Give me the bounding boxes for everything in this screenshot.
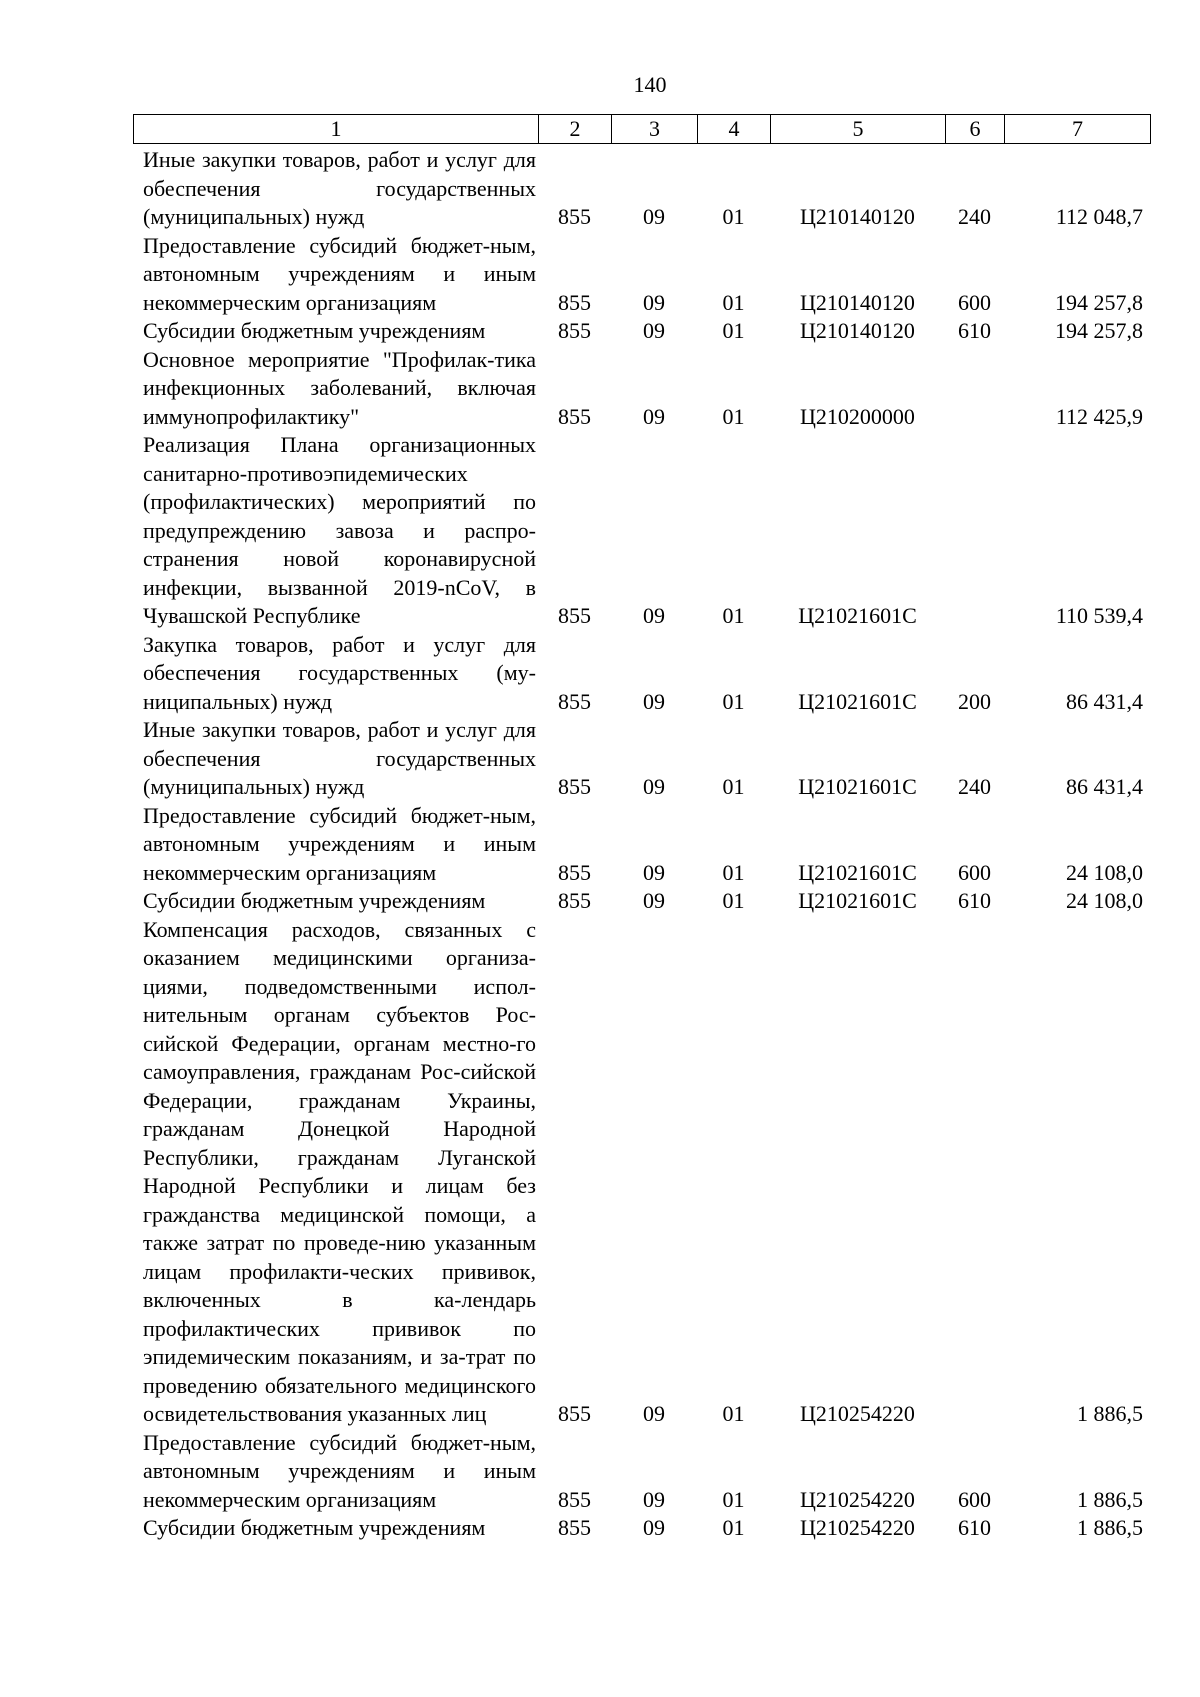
row-col-5: Ц210254220	[800, 1515, 915, 1540]
row-col-3: 09	[643, 859, 665, 885]
row-col-4: 01	[722, 603, 745, 628]
row-col-7: 110 539,4	[1055, 603, 1143, 628]
row-name: Предоставление субсидий бюджет-ным, автономным учреждениям и иным некоммерческим организациям	[143, 802, 536, 885]
row-name: Субсидии бюджетным учреждениям	[143, 1515, 486, 1540]
row-col-2: 855	[558, 289, 591, 315]
row-col-7: 86 431,4	[1066, 774, 1143, 799]
column-header-3: 3	[612, 115, 698, 144]
row-col-3: 09	[643, 204, 665, 229]
row-name: Иные закупки товаров, работ и услуг для обеспечения государственных (муниципальных) нужд	[143, 717, 536, 799]
row-col-2: 855	[558, 774, 591, 799]
row-col-2: 855	[558, 1515, 591, 1540]
row-col-4: 01	[722, 318, 745, 343]
row-col-2: 855	[558, 204, 591, 229]
row-col-6: 610	[958, 318, 991, 343]
row-col-4: 01	[722, 1401, 745, 1426]
row-col-4: 01	[722, 1486, 745, 1512]
table-row	[133, 887, 1150, 916]
row-col-6: 240	[958, 204, 991, 229]
table-row	[133, 431, 1150, 631]
row-col-3: 09	[643, 774, 665, 799]
row-col-2: 855	[558, 859, 591, 885]
row-col-2: 855	[558, 403, 591, 429]
row-col-7: 24 108,0	[1066, 859, 1143, 885]
row-col-4: 01	[722, 204, 745, 229]
table-row	[133, 716, 1150, 802]
row-col-3: 09	[643, 1486, 665, 1512]
row-col-7: 86 431,4	[1066, 688, 1143, 714]
row-name: Реализация Плана организационных санитарно-противоэпидемических (профилактических) мероприятий по предупреждению завоза и распро-странения новой коронавирусной инфекции, вызванной 2019-nCoV, в Чувашской Республике	[143, 432, 536, 628]
column-header-5: 5	[771, 115, 946, 144]
row-name: Компенсация расходов, связанных с оказанием медицинскими организа-циями, подведомственными испол-нительным органам субъектов Рос-сийской Федерации, органам местно-го самоуправления, гражданам Рос-сийской Федерации, гражданам Украины, гражданам Донецкой Народной Республики, гражданам Луганской Народной Республики и лицам без гражданства медицинской помощи, а также затрат по проведе-нию указанным лицам профилакти-ческих прививок, включенных в ка-лендарь профилактических прививок по эпидемическим показаниям, и за-трат по проведению обязательного медицинского освидетельствования указанных лиц	[143, 916, 536, 1426]
row-col-3: 09	[643, 318, 665, 343]
row-col-5: Ц21021601С	[798, 774, 917, 799]
row-col-6: 600	[958, 289, 991, 315]
row-col-4: 01	[722, 774, 745, 799]
row-name: Предоставление субсидий бюджет-ным, автономным учреждениям и иным некоммерческим организациям	[143, 1429, 536, 1512]
column-header-row	[134, 115, 1151, 144]
table-row	[133, 802, 1150, 888]
row-col-6: 200	[958, 688, 991, 714]
table-row	[133, 1514, 1150, 1543]
row-col-2: 855	[558, 603, 591, 628]
table-row	[133, 232, 1150, 318]
row-col-4: 01	[722, 888, 745, 913]
row-col-5: Ц210254220	[800, 1401, 915, 1426]
row-col-4: 01	[722, 403, 745, 429]
table-row	[133, 317, 1150, 346]
row-col-3: 09	[643, 1515, 665, 1540]
row-col-4: 01	[722, 688, 745, 714]
table-row	[133, 916, 1150, 1429]
row-col-3: 09	[643, 289, 665, 315]
row-name: Закупка товаров, работ и услуг для обеспечения государственных (му-ниципальных) нужд	[143, 631, 536, 714]
row-col-5: Ц210140120	[800, 204, 915, 229]
column-header-7: 7	[1005, 115, 1151, 144]
row-name: Предоставление субсидий бюджет-ным, автономным учреждениям и иным некоммерческим организациям	[143, 232, 536, 315]
row-col-2: 855	[558, 1401, 591, 1426]
row-col-4: 01	[722, 1515, 745, 1540]
row-name: Основное мероприятие "Профилак-тика инфекционных заболеваний, включая иммунопрофилактику"	[143, 346, 536, 429]
row-col-5: Ц210140120	[800, 289, 915, 315]
row-col-3: 09	[643, 688, 665, 714]
row-col-2: 855	[558, 1486, 591, 1512]
row-col-4: 01	[722, 859, 745, 885]
column-header-6: 6	[946, 115, 1005, 144]
row-col-7: 24 108,0	[1066, 888, 1143, 913]
column-header-table	[133, 114, 1151, 144]
page-number: 140	[633, 72, 667, 97]
row-col-5: Ц210254220	[800, 1486, 915, 1512]
table-row	[133, 346, 1150, 432]
row-col-7: 112 048,7	[1055, 204, 1143, 229]
row-col-5: Ц21021601С	[798, 688, 917, 714]
row-col-6: 610	[958, 888, 991, 913]
row-col-3: 09	[643, 603, 665, 628]
row-col-7: 1 886,5	[1077, 1486, 1143, 1512]
row-name: Субсидии бюджетным учреждениям	[143, 318, 486, 343]
row-col-5: Ц21021601С	[798, 859, 917, 885]
row-col-6: 610	[958, 1515, 991, 1540]
row-name: Субсидии бюджетным учреждениям	[143, 888, 486, 913]
row-col-7: 194 257,8	[1055, 318, 1143, 343]
row-col-2: 855	[558, 888, 591, 913]
row-name: Иные закупки товаров, работ и услуг для обеспечения государственных (муниципальных) нужд	[143, 147, 536, 229]
column-header-1: 1	[134, 115, 539, 144]
row-col-7: 112 425,9	[1055, 403, 1143, 429]
row-col-5: Ц210200000	[800, 403, 915, 429]
row-col-2: 855	[558, 318, 591, 343]
row-col-3: 09	[643, 403, 665, 429]
table-row	[133, 631, 1150, 717]
row-col-5: Ц210140120	[800, 318, 915, 343]
row-col-2: 855	[558, 688, 591, 714]
table-row	[133, 146, 1150, 232]
row-col-6: 600	[958, 1486, 991, 1512]
row-col-5: Ц21021601С	[798, 603, 917, 628]
row-col-5: Ц21021601С	[798, 888, 917, 913]
table-body	[133, 146, 1150, 1543]
row-col-6: 600	[958, 859, 991, 885]
column-header-4: 4	[698, 115, 771, 144]
column-header-2: 2	[539, 115, 612, 144]
row-col-7: 1 886,5	[1077, 1401, 1143, 1426]
row-col-3: 09	[643, 1401, 665, 1426]
table-row	[133, 1429, 1150, 1515]
row-col-7: 1 886,5	[1077, 1515, 1143, 1540]
row-col-6: 240	[958, 774, 991, 799]
row-col-3: 09	[643, 888, 665, 913]
row-col-7: 194 257,8	[1055, 289, 1143, 315]
row-col-4: 01	[722, 289, 745, 315]
